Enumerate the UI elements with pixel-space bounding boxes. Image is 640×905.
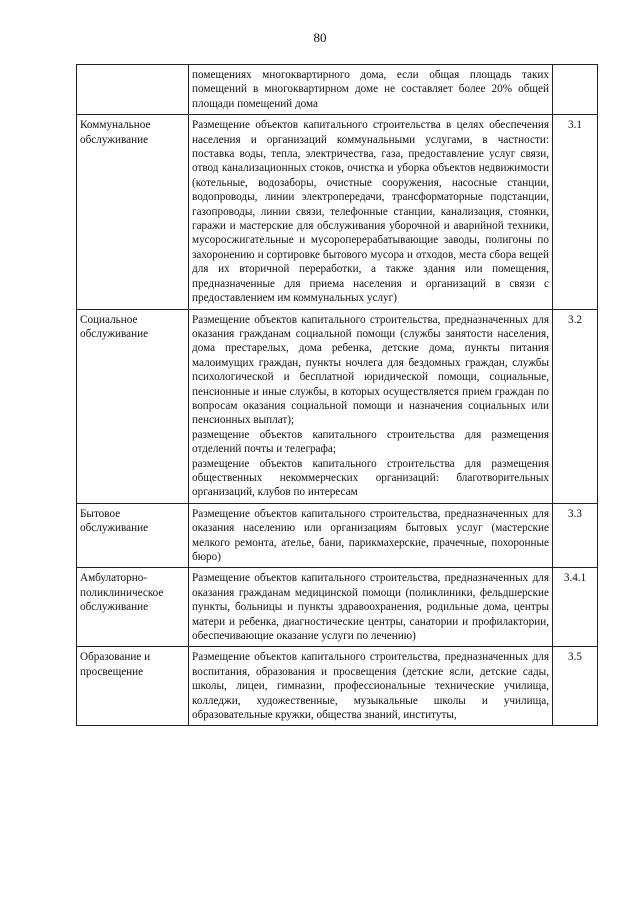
use-name-cell: Амбулаторно-поликлиническое обслуживание bbox=[77, 568, 189, 647]
use-code-cell: 3.5 bbox=[553, 647, 598, 726]
description-paragraph: Размещение объектов капитального строительства в целях обеспечения населения и организаций коммунальными услугами, в частности: поставка воды, тепла, электричества, газа, предоставление услуг связи, отвод канализационных стоков, очистка и уборка объектов недвижимости (котельные, водозаборы, очистные сооружения, насосные станции, водопроводы, линии электропередачи, трансформаторные подстанции, газопроводы, линии связи, телефонные станции, канализация, стоянки, гаражи и мастерские для обслуживания уборочной и аварийной техники, мусоросжигательные и мусороперерабатывающие заводы, полигоны по захоронению и сортировке бытового мусора и отходов, места сбора вещей для их вторичной переработки, а также здания или помещения, предназначенные для приема населения и организаций в связи с предоставлением им коммунальных услуг) bbox=[192, 119, 549, 305]
description-paragraph: размещение объектов капитального строительства для размещения общественных некоммерческих организаций: благотворительных организаций, клубов по интересам bbox=[192, 457, 549, 499]
description-paragraph: Размещение объектов капитального строительства, предназначенных для оказания гражданам медицинской помощи (поликлиники, фельдшерские пункты, больницы и пункты здравоохранения, родильные дома, центры матери и ребенка, диагностические центры, санатории и профилактории, обеспечивающие оказание услуги по лечению) bbox=[192, 572, 549, 643]
description-paragraph: Размещение объектов капитального строительства, предназначенных для оказания гражданам социальной помощи (службы занятости населения, дома престарелых, дома ребенка, детские дома, пункты питания малоимущих граждан, пункты ночлега для бездомных граждан, службы психологической и бесплатной юридической помощи, социальные, пенсионные и иные службы, в которых осуществляется прием граждан по вопросам оказания социальной помощи и назначения социальных или пенсионных выплат); bbox=[192, 313, 549, 427]
use-name-cell: Образование и просвещение bbox=[77, 647, 189, 726]
use-description-cell bbox=[189, 309, 553, 503]
use-code-cell: 3.1 bbox=[553, 115, 598, 309]
description-paragraph: размещение объектов капитального строительства для размещения отделений почты и телеграфа; bbox=[192, 428, 549, 456]
use-name-cell: Бытовое обслуживание bbox=[77, 503, 189, 568]
table-row bbox=[77, 115, 598, 309]
table-row bbox=[77, 309, 598, 503]
table-row bbox=[77, 503, 598, 568]
description-paragraph: помещениях многоквартирного дома, если общая площадь таких помещений в многоквартирном доме не составляет более 20% общей площади помещений дома bbox=[192, 69, 549, 110]
land-use-table bbox=[76, 64, 598, 726]
description-paragraph: Размещение объектов капитального строительства, предназначенных для воспитания, образования и просвещения (детские ясли, детские сады, школы, лицеи, гимназии, профессиональные технические училища, колледжи, художественные, музыкальные школы и училища, образовательные кружки, общества знаний, институты, bbox=[192, 651, 549, 722]
use-code-cell: 3.2 bbox=[553, 309, 598, 503]
table-row bbox=[77, 568, 598, 647]
table-row bbox=[77, 647, 598, 726]
use-description-cell bbox=[189, 65, 553, 115]
use-code-cell bbox=[553, 65, 598, 115]
use-description-cell bbox=[189, 568, 553, 647]
use-name-cell: Социальное обслуживание bbox=[77, 309, 189, 503]
use-description-cell bbox=[189, 503, 553, 568]
use-description-cell bbox=[189, 115, 553, 309]
use-name-cell bbox=[77, 65, 189, 115]
table-row bbox=[77, 65, 598, 115]
description-paragraph: Размещение объектов капитального строительства, предназначенных для оказания населению или организациям бытовых услуг (мастерские мелкого ремонта, ателье, бани, парикмахерские, прачечные, похоронные бюро) bbox=[192, 507, 549, 563]
use-code-cell: 3.3 bbox=[553, 503, 598, 568]
use-name-cell: Коммунальное обслуживание bbox=[77, 115, 189, 309]
use-description-cell bbox=[189, 647, 553, 726]
page-number: 80 bbox=[313, 30, 327, 45]
use-code-cell: 3.4.1 bbox=[553, 568, 598, 647]
